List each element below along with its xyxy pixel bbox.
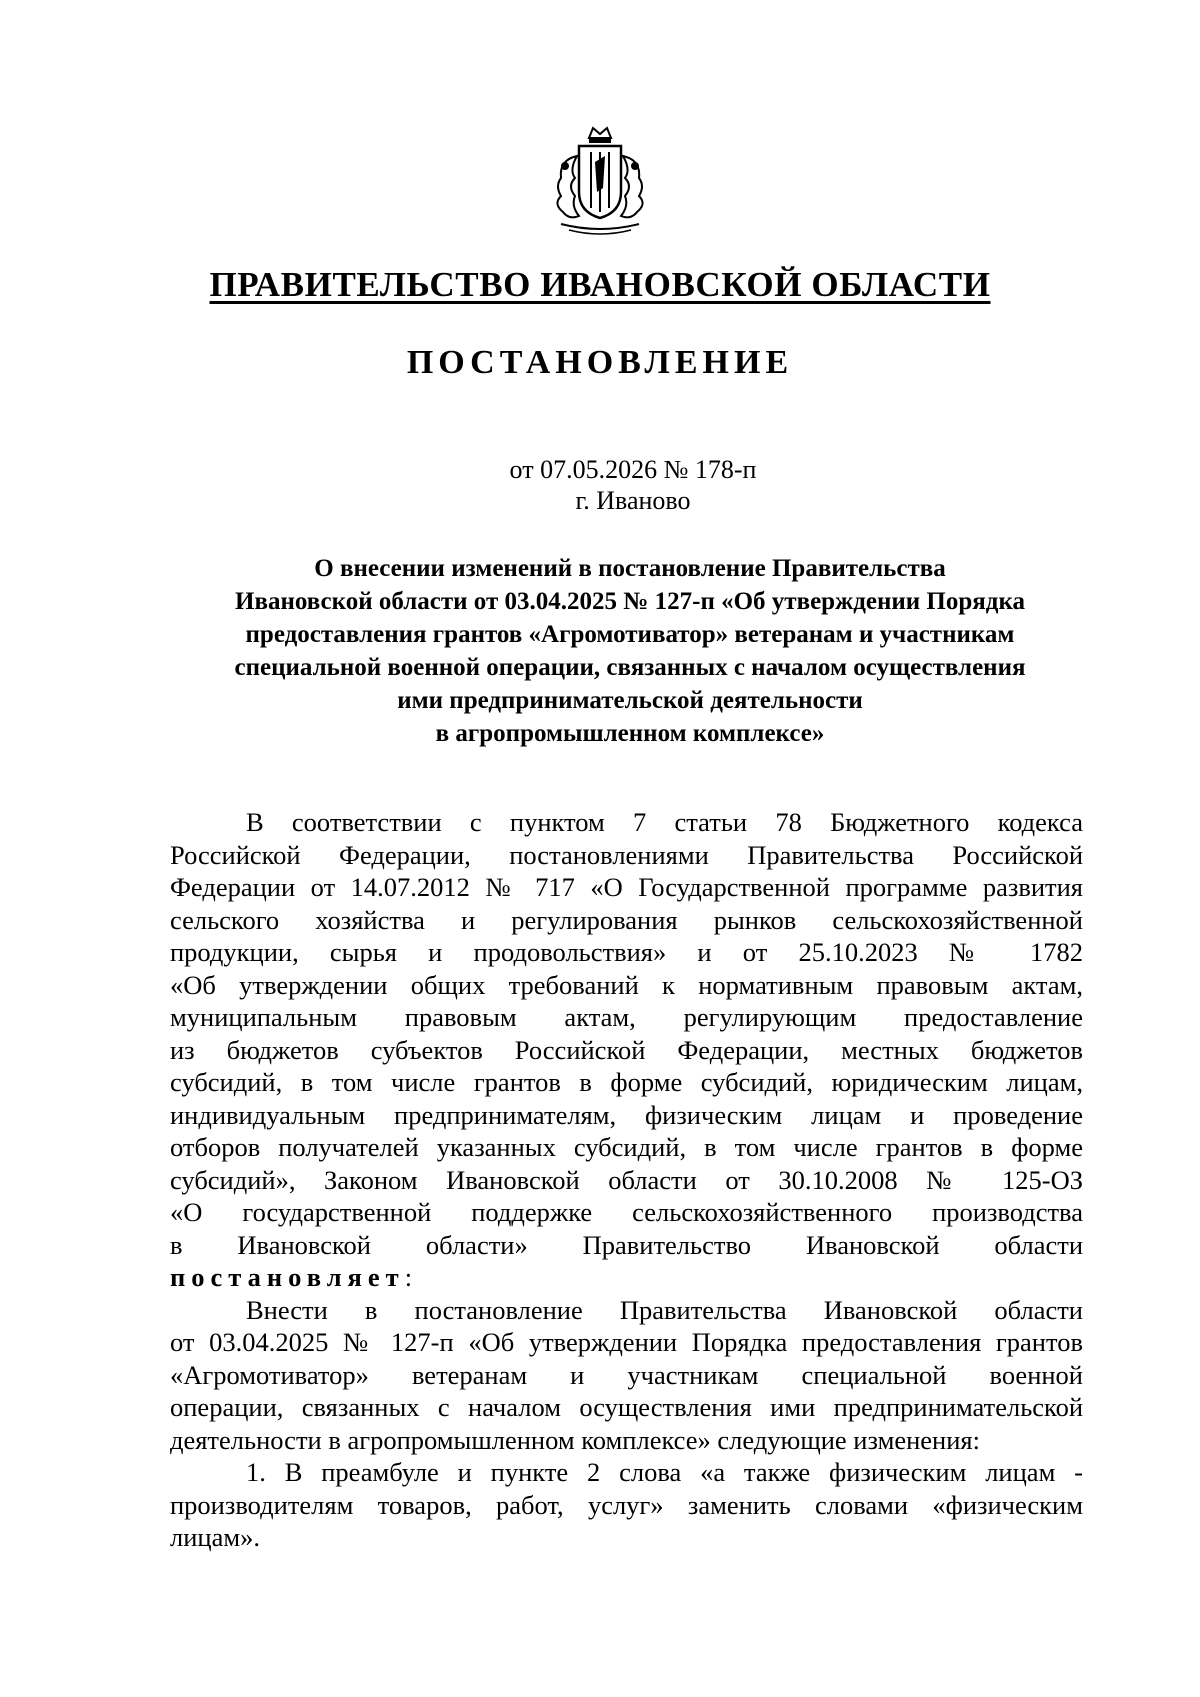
resolves-colon: : — [404, 1262, 413, 1292]
resolves-word: постановляет — [170, 1262, 405, 1292]
preamble-line: «Об утверждении общих требований к нормативным правовым актам, — [170, 969, 1083, 1000]
document-subject — [170, 552, 1090, 750]
preamble-line: «О государственной поддержке сельскохозяйственного производства — [170, 1197, 1083, 1227]
subject-line: Ивановской области от 03.04.2025 № 127-п «Об утверждении Порядка — [235, 588, 1025, 615]
preamble-line: субсидий», Законом Ивановской области от 30.10.2008 № 125-ОЗ — [170, 1164, 1083, 1195]
subject-line: в агропромышленном комплексе» — [435, 720, 825, 747]
document-city: г. Иваново — [575, 486, 691, 515]
preamble-line: Федерации от 14.07.2012 № 717 «О Государственной программе развития — [170, 872, 1083, 902]
subject-line: предоставления грантов «Агромотиватор» ветеранам и участникам — [245, 621, 1015, 648]
preamble-line: субсидий, в том числе грантов в форме субсидий, юридическим лицам, — [170, 1067, 1083, 1097]
subject-line: ими предпринимательской деятельности — [397, 687, 863, 714]
amendment-line: операции, связанных с началом осуществления ими предпринимательской — [170, 1392, 1083, 1422]
document-type: ПОСТАНОВЛЕНИЕ — [406, 344, 794, 381]
amendment-line: от 03.04.2025 № 127-п «Об утверждении Порядка предоставления грантов — [170, 1327, 1083, 1357]
organization-title: ПРАВИТЕЛЬСТВО ИВАНОВСКОЙ ОБЛАСТИ — [209, 265, 991, 304]
preamble-line: индивидуальным предпринимателям, физическим лицам и проведение — [170, 1099, 1083, 1130]
item-1-line: 1. В преамбуле и пункте 2 слова «а также физическим лицам - — [246, 1457, 1083, 1487]
coat-of-arms-icon — [549, 126, 651, 238]
preamble-line: муниципальным правовым актам, регулирующим предоставление — [170, 1002, 1083, 1032]
preamble-line: Российской Федерации, постановлениями Правительства Российской — [170, 839, 1083, 870]
preamble-line: сельского хозяйства и регулирования рынков сельскохозяйственной — [170, 904, 1083, 935]
preamble-line: отборов получателей указанных субсидий, в том числе грантов в форме — [170, 1132, 1083, 1162]
document-body — [170, 806, 1083, 1554]
subject-line: специальной военной операции, связанных с началом осуществления — [234, 654, 1026, 681]
preamble-line: из бюджетов субъектов Российской Федерации, местных бюджетов — [170, 1034, 1083, 1065]
resolves-line — [170, 1261, 1083, 1294]
subject-line: О внесении изменений в постановление Правительства — [314, 555, 946, 582]
item-1-line: лицам». — [170, 1522, 260, 1552]
item-1-line: производителям товаров, работ, услуг» заменить словами «физическим — [170, 1489, 1083, 1520]
amendment-line: деятельности в агропромышленном комплексе» следующие изменения: — [170, 1424, 980, 1455]
preamble-line: в Ивановской области» Правительство Ивановской области — [170, 1229, 1083, 1260]
amendment-line: Внести в постановление Правительства Ивановской области — [246, 1294, 1083, 1325]
document-date-number: от 07.05.2026 № 178-п — [509, 455, 757, 484]
preamble-line: В соответствии с пунктом 7 статьи 78 Бюджетного кодекса — [246, 807, 1083, 837]
preamble-line: продукции, сырья и продовольствия» и от 25.10.2023 № 1782 — [170, 937, 1083, 967]
amendment-line: «Агромотиватор» ветеранам и участникам специальной военной — [170, 1359, 1083, 1390]
